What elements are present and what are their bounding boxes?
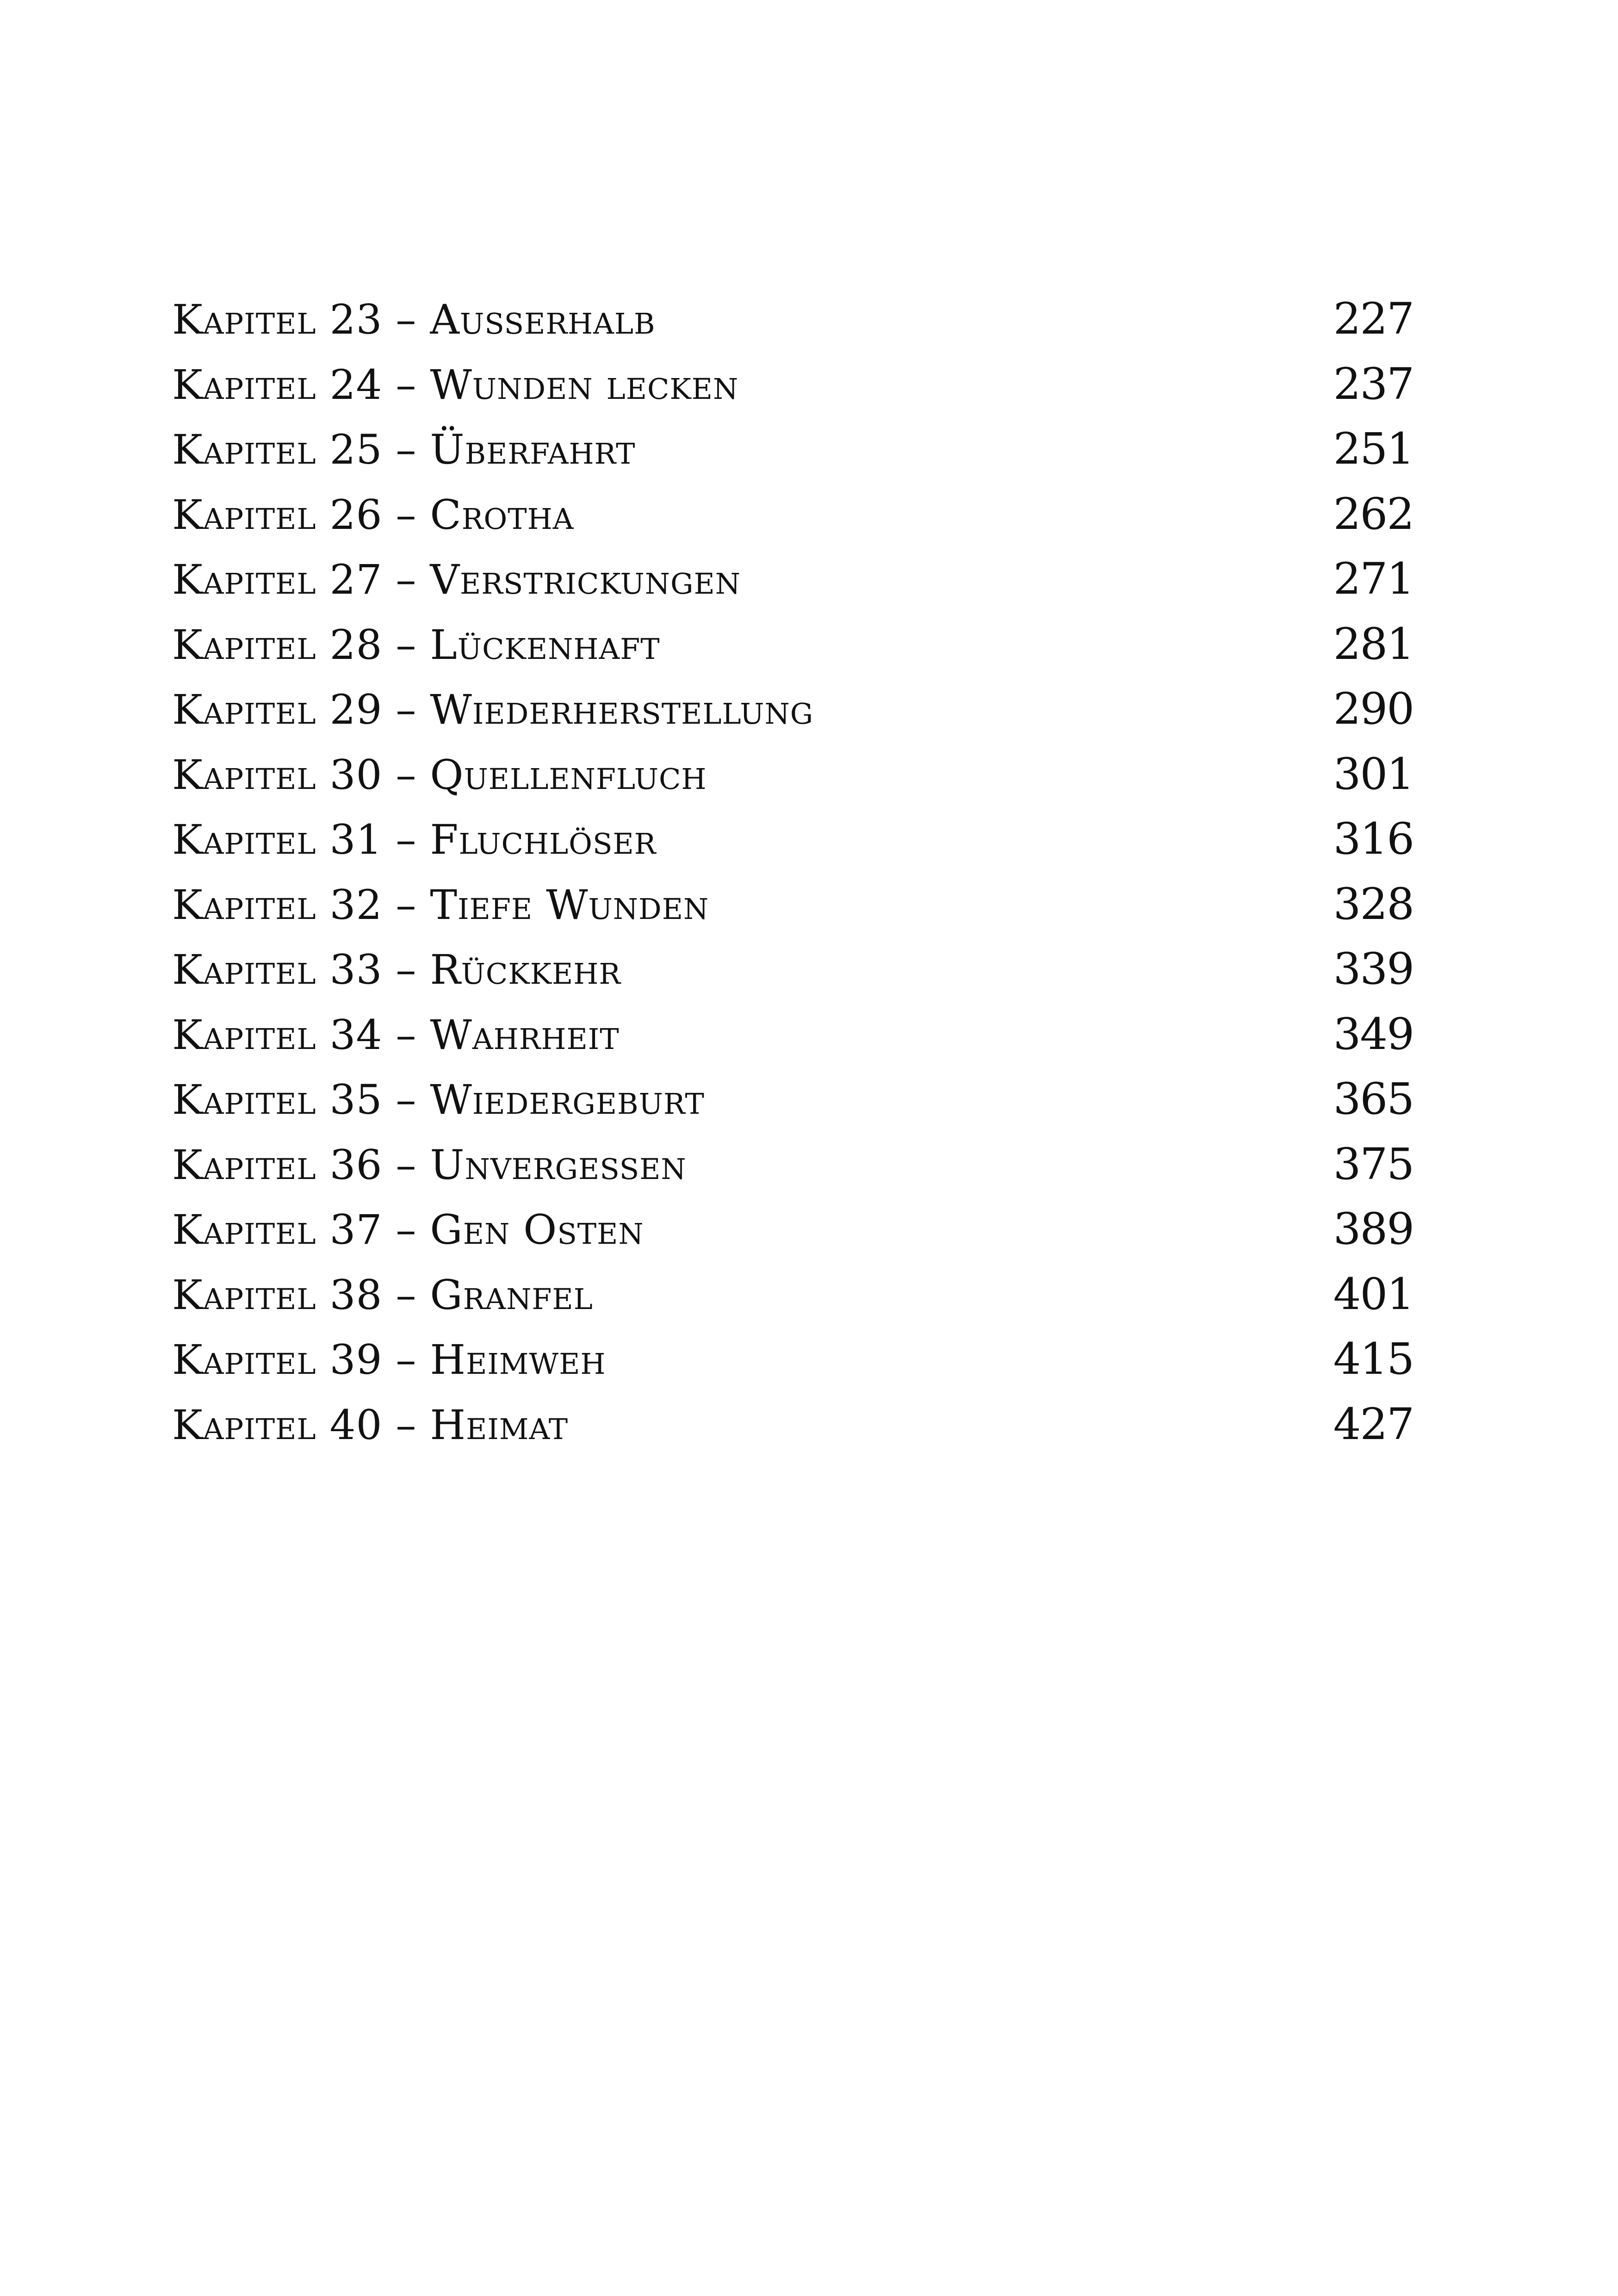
toc-entry[interactable] <box>172 612 1413 677</box>
toc-entry-page-number: 415 <box>1333 1334 1413 1384</box>
toc-entry[interactable] <box>172 417 1413 482</box>
toc-entry-page-number: 237 <box>1333 359 1413 410</box>
toc-entry[interactable] <box>172 742 1413 807</box>
toc-entry-page-number: 375 <box>1333 1139 1413 1190</box>
toc-entry-page-number: 401 <box>1333 1269 1413 1320</box>
toc-entry[interactable] <box>172 1327 1413 1392</box>
toc-entry-page-number: 281 <box>1333 619 1413 670</box>
toc-entry-page-number: 262 <box>1333 489 1413 540</box>
toc-entry[interactable] <box>172 1002 1413 1067</box>
toc-entry-page-number: 328 <box>1333 879 1413 930</box>
toc-entry-page-number: 365 <box>1333 1074 1413 1124</box>
toc-entry-page-number: 316 <box>1333 814 1413 864</box>
toc-entry-page-number: 290 <box>1333 684 1413 734</box>
toc-entry[interactable] <box>172 1392 1413 1458</box>
toc-entry-title: Kapitel 40 – Heimat <box>172 1401 569 1449</box>
toc-entry[interactable] <box>172 352 1413 417</box>
toc-entry-title: Kapitel 36 – Unvergessen <box>172 1141 687 1189</box>
toc-entry-page-number: 227 <box>1333 294 1413 344</box>
toc-entry[interactable] <box>172 1197 1413 1262</box>
toc-entry-page-number: 349 <box>1333 1009 1413 1060</box>
table-of-contents <box>172 287 1413 1457</box>
toc-entry-page-number: 339 <box>1333 944 1413 994</box>
toc-entry[interactable] <box>172 677 1413 742</box>
toc-entry-title: Kapitel 30 – Quellenfluch <box>172 751 707 799</box>
toc-entry-title: Kapitel 26 – Crotha <box>172 490 574 539</box>
toc-entry-title: Kapitel 28 – Lückenhaft <box>172 621 660 669</box>
toc-entry[interactable] <box>172 1262 1413 1328</box>
toc-entry[interactable] <box>172 872 1413 937</box>
toc-entry-title: Kapitel 35 – Wiedergeburt <box>172 1076 705 1123</box>
toc-entry-page-number: 271 <box>1333 554 1413 604</box>
toc-entry-title: Kapitel 27 – Verstrickungen <box>172 556 741 603</box>
toc-entry-title: Kapitel 23 – Ausserhalb <box>172 296 656 343</box>
toc-entry-title: Kapitel 33 – Rückkehr <box>172 946 621 993</box>
toc-entry-title: Kapitel 37 – Gen Osten <box>172 1206 644 1253</box>
toc-entry[interactable] <box>172 937 1413 1002</box>
toc-entry-title: Kapitel 34 – Wahrheit <box>172 1011 620 1059</box>
toc-entry-title: Kapitel 31 – Fluchlöser <box>172 816 657 863</box>
toc-entry[interactable] <box>172 807 1413 872</box>
toc-entry-title: Kapitel 24 – Wunden lecken <box>172 360 739 409</box>
toc-entry-title: Kapitel 25 – Überfahrt <box>172 426 636 473</box>
toc-entry[interactable] <box>172 1132 1413 1198</box>
toc-entry-title: Kapitel 38 – Granfel <box>172 1271 593 1319</box>
toc-entry-page-number: 251 <box>1333 424 1413 474</box>
toc-entry-title: Kapitel 39 – Heimweh <box>172 1336 606 1384</box>
toc-entry[interactable] <box>172 482 1413 547</box>
toc-entry-title: Kapitel 32 – Tiefe Wunden <box>172 881 709 929</box>
toc-entry[interactable] <box>172 547 1413 612</box>
toc-entry-page-number: 427 <box>1333 1399 1413 1450</box>
toc-entry[interactable] <box>172 1067 1413 1132</box>
toc-entry-page-number: 301 <box>1333 749 1413 800</box>
toc-entry-title: Kapitel 29 – Wiederherstellung <box>172 686 814 733</box>
toc-entry[interactable] <box>172 287 1413 352</box>
toc-entry-page-number: 389 <box>1333 1204 1413 1254</box>
